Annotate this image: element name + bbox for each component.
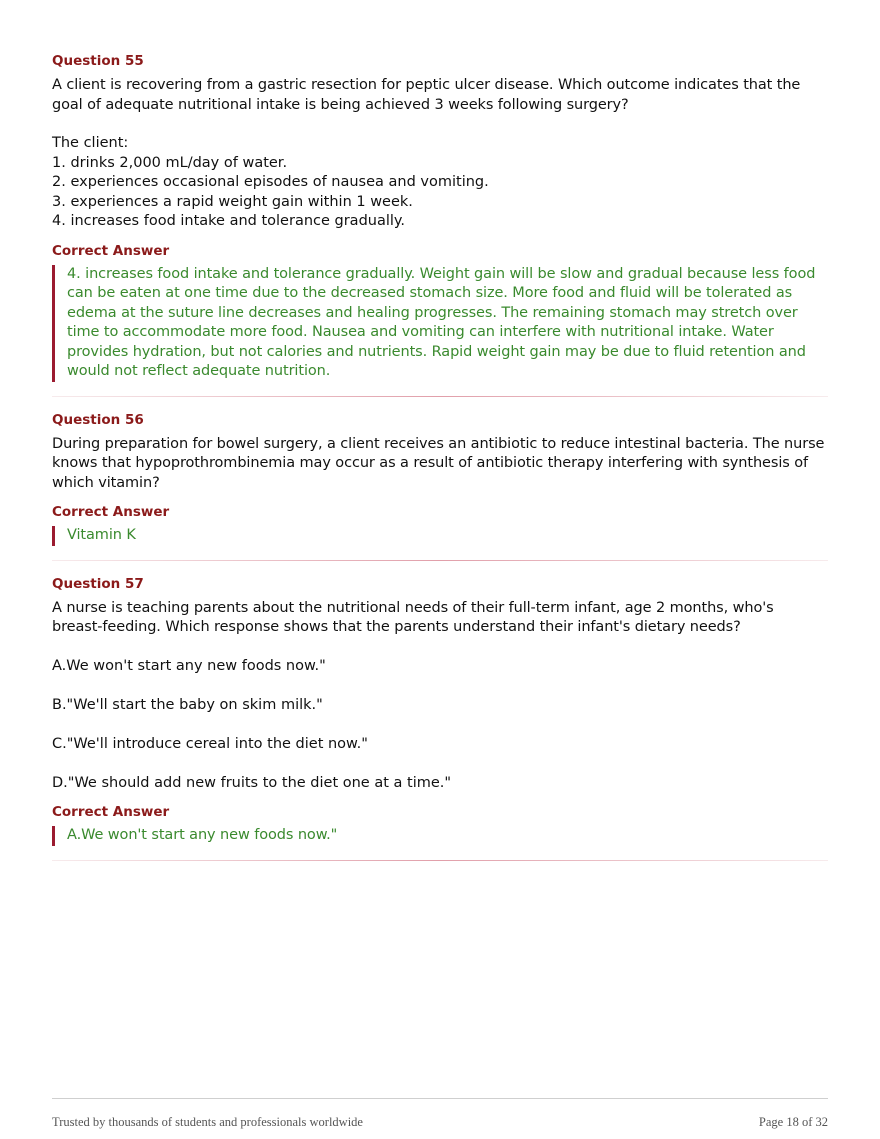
question-55 bbox=[52, 52, 828, 382]
question-list bbox=[52, 52, 828, 875]
question-text: A client is recovering from a gastric resection for peptic ulcer disease. Which outcome indicates that the goal of adequate nutritional intake is being achieved 3 weeks following surgery? bbox=[52, 77, 801, 113]
option-4: 4. increases food intake and tolerance gradually. bbox=[52, 213, 406, 229]
option-b: B."We'll start the baby on skim milk." bbox=[52, 696, 323, 713]
option-c: C."We'll introduce cereal into the diet now." bbox=[52, 735, 368, 752]
question-text: During preparation for bowel surgery, a client receives an antibiotic to reduce intestinal bacteria. The nurse knows that hypoprothrombinemia may occur as a result of antibiotic therapy interfering with synthesis of which vitamin? bbox=[52, 435, 825, 491]
question-label: Question 57 bbox=[52, 575, 144, 592]
option-d: D."We should add new fruits to the diet one at a time." bbox=[52, 774, 452, 791]
question-57 bbox=[52, 575, 828, 846]
correct-answer-label: Correct Answer bbox=[52, 242, 170, 259]
footer-tagline: Trusted by thousands of students and professionals worldwide bbox=[52, 1115, 363, 1129]
option-2: 2. experiences occasional episodes of nausea and vomiting. bbox=[52, 174, 489, 190]
correct-answer: Vitamin K bbox=[52, 526, 828, 546]
question-stem: The client: bbox=[52, 135, 129, 151]
correct-answer-label: Correct Answer bbox=[52, 504, 170, 520]
divider bbox=[52, 560, 828, 561]
correct-answer-label: Correct Answer bbox=[52, 804, 170, 820]
page-number: Page 18 of 32 bbox=[758, 1115, 828, 1129]
option-list bbox=[52, 134, 828, 232]
divider bbox=[52, 396, 828, 397]
question-label: Question 55 bbox=[52, 53, 144, 69]
option-1: 1. drinks 2,000 mL/day of water. bbox=[52, 154, 288, 171]
correct-answer: A.We won't start any new foods now." bbox=[52, 826, 828, 846]
page-footer bbox=[52, 1098, 828, 1130]
question-text: A nurse is teaching parents about the nutritional needs of their full-term infant, age 2 months, who's breast-feeding. Which response shows that the parents understand their infant's dietary needs? bbox=[52, 599, 774, 635]
correct-answer: 4. increases food intake and tolerance gradually. Weight gain will be slow and gradual because less food can be eaten at one time due to the decreased stomach size. More food and fluid will be tolerated as edema at the suture line decreases and healing progresses. The remaining stomach may stretch over time to accommodate more food. Nausea and vomiting can interfere with nutritional intake. Water provides hydration, but not calories and nutrients. Rapid weight gain may be due to fluid retention and would not reflect adequate nutrition. bbox=[52, 265, 828, 382]
divider bbox=[52, 860, 828, 861]
question-label: Question 56 bbox=[52, 411, 144, 428]
option-a: A.We won't start any new foods now." bbox=[52, 657, 326, 674]
option-list bbox=[52, 657, 828, 794]
option-3: 3. experiences a rapid weight gain within 1 week. bbox=[52, 193, 413, 210]
question-56 bbox=[52, 411, 828, 546]
